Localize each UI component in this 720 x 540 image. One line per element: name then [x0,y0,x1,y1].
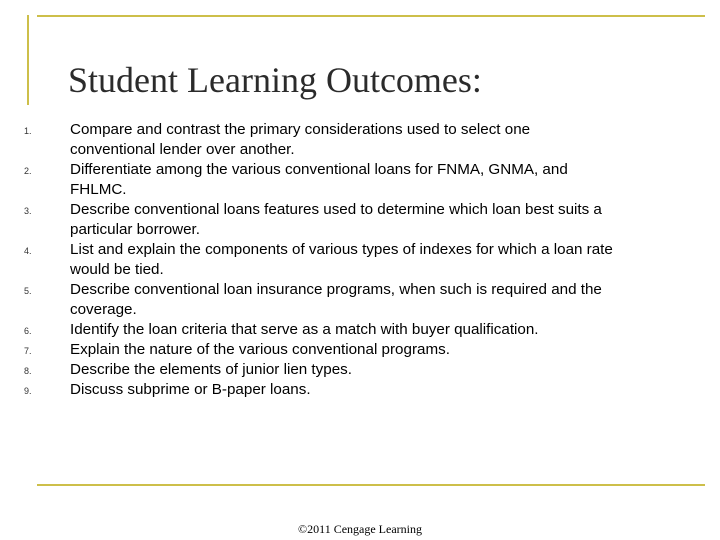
outcome-number: 4. [24,246,32,256]
outcome-text-line: Describe conventional loans features used to determine which loan best suits a [70,201,602,218]
outcome-item-2 [0,160,690,200]
outcome-number: 8. [24,366,32,376]
outcome-number: 2. [24,166,32,176]
accent-bottom-line [37,484,705,486]
outcome-text-line: particular borrower. [70,221,200,238]
outcome-number: 9. [24,386,32,396]
outcome-item-4 [0,240,690,280]
outcome-item-6 [0,320,690,340]
accent-vertical-line [27,15,29,105]
outcome-text-line: Discuss subprime or B-paper loans. [70,381,311,398]
copyright-footer: ©2011 Cengage Learning [298,522,422,536]
outcome-item-7 [0,340,690,360]
outcome-text-line: Describe the elements of junior lien types. [70,361,352,378]
outcome-item-9 [0,380,690,400]
outcome-text-line: Explain the nature of the various conventional programs. [70,341,450,358]
outcome-item-1 [0,120,690,160]
outcome-text-line: Identify the loan criteria that serve as a match with buyer qualification. [70,321,539,338]
outcome-text-line: coverage. [70,301,137,318]
outcome-number: 6. [24,326,32,336]
outcome-item-5 [0,280,690,320]
outcome-text-line: Compare and contrast the primary considerations used to select one [70,121,531,138]
outcome-text-line: FHLMC. [70,181,127,198]
outcome-item-3 [0,200,690,240]
outcome-number: 5. [24,286,32,296]
outcome-number: 1. [24,126,32,136]
accent-top-line [37,15,705,17]
outcome-number: 7. [24,346,32,356]
outcome-text-line: List and explain the components of various types of indexes for which a loan rate [70,241,613,258]
outcome-text-line: Differentiate among the various conventional loans for FNMA, GNMA, and [70,161,568,178]
slide-title: Student Learning Outcomes: [68,60,482,100]
outcome-text-line: Describe conventional loan insurance programs, when such is required and the [70,281,602,298]
outcome-number: 3. [24,206,32,216]
outcome-text-line: conventional lender over another. [70,141,295,158]
outcome-item-8 [0,360,690,380]
outcome-text-line: would be tied. [70,261,164,278]
outcomes-list [0,120,720,400]
